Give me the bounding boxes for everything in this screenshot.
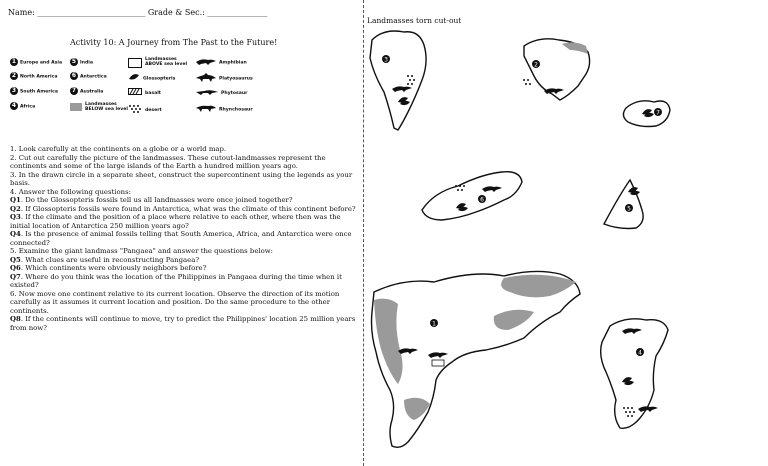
- dots-icon: [128, 104, 142, 115]
- legend-basalt: [128, 88, 161, 97]
- legend-land-below: [70, 102, 130, 112]
- legend-item-1: [10, 58, 62, 66]
- label-3: 3: [384, 56, 388, 64]
- legend-label: Glossopteris: [143, 76, 176, 82]
- number-badge-icon: 4: [11, 102, 17, 109]
- legend-label: Landmasses ABOVE sea level: [145, 57, 188, 67]
- landmass-australia[interactable]: [623, 101, 670, 127]
- legend-item-2: [10, 72, 57, 80]
- legend-label: Platyosaurus: [219, 76, 253, 82]
- landmass-europe-asia[interactable]: [372, 271, 581, 447]
- landmass-south-america[interactable]: [370, 31, 426, 130]
- legend-item-3: [10, 87, 58, 95]
- instruction-line: 1. Look carefully at the continents on a globe or a world map.: [10, 145, 227, 153]
- legend-item-4: [10, 102, 35, 110]
- legend-label: Australia: [80, 89, 104, 95]
- label-5: 5: [627, 205, 631, 213]
- question-q8: Q8. If the continents will continue to move, try to predict the Philippines' location 25 million years from now?: [10, 315, 356, 332]
- legend-label: Rhynchosaur: [219, 107, 253, 113]
- question-q7: Q7. Where do you think was the location of the Philippines in Pangaea during the time when it existed?: [10, 272, 342, 289]
- basalt-icon: [128, 88, 142, 97]
- legend-label: North America: [20, 74, 58, 80]
- question-q5: Q5. What clues are useful in reconstructing Pangaea?: [10, 255, 200, 264]
- leaf-icon: [128, 73, 140, 83]
- dots-icon: [523, 79, 531, 85]
- landmass-north-america[interactable]: [523, 39, 590, 100]
- number-badge-icon: 7: [71, 87, 77, 94]
- number-badge-icon: 5: [71, 58, 77, 65]
- legend-label: Landmasses BELOW sea level: [85, 102, 128, 112]
- legend-label: Antarctica: [80, 74, 107, 80]
- landmass-africa[interactable]: [601, 319, 668, 428]
- instructions: [10, 145, 356, 332]
- name-grade-line: Name: ___________________________ Grade & Sec.: _______________: [8, 8, 268, 17]
- land-below-swatch-icon: [70, 103, 82, 111]
- question-q4: Q4. Is the presence of animal fossils telling that South America, Africa, and Antarctica were once connected?: [10, 230, 352, 247]
- legend-rhynchosaur: [196, 104, 253, 114]
- legend-label: Amphibian: [219, 60, 247, 66]
- legend-label: Phytosaur: [221, 91, 248, 96]
- label-1: 1: [432, 320, 436, 328]
- basalt-icon: [432, 360, 444, 366]
- legend-platyosaurus: [196, 72, 253, 84]
- legend-label: desert: [145, 108, 162, 113]
- activity-title: Activity 10: A Journey from The Past to the Future!: [70, 38, 278, 47]
- label-4: 4: [638, 349, 642, 357]
- land-above-swatch-icon: [128, 58, 142, 68]
- number-badge-icon: 6: [71, 72, 77, 79]
- rhynchosaur-icon: [196, 104, 216, 114]
- landmass-cutouts: [364, 0, 768, 466]
- number-badge-icon: 3: [11, 87, 17, 94]
- phytosaur-icon: [196, 88, 218, 97]
- legend-land-above: [128, 57, 188, 68]
- label-6: 6: [480, 196, 484, 204]
- legend-item-7: [70, 87, 103, 95]
- instruction-line: 4. Answer the following questions:: [10, 187, 131, 196]
- label-7: 7: [656, 109, 660, 117]
- question-q6: Q6. Which continents were obviously neighbors before?: [10, 264, 207, 272]
- legend-label: India: [80, 60, 93, 66]
- number-badge-icon: 2: [11, 72, 17, 79]
- question-q1: Q1. Do the Glossopteris fossils tell us all landmasses were once joined together?: [10, 196, 293, 204]
- legend-label: Africa: [20, 104, 36, 110]
- legend-label: Europe and Asia: [20, 60, 63, 66]
- platyosaurus-icon: [196, 72, 216, 84]
- right-panel-title: Landmasses torn cut-out: [367, 16, 462, 25]
- amphibian-icon: [196, 57, 216, 67]
- landmass-antarctica[interactable]: [422, 172, 522, 220]
- instruction-line: 6. Now move one continent relative to its current location. Observe the direction of its motion carefully as it assumes it current location and position. Do the same procedure to the other continents.: [10, 289, 340, 315]
- legend-label: South America: [20, 89, 58, 95]
- legend-phytosaur: [196, 88, 247, 97]
- legend-item-6: [70, 72, 107, 80]
- landmass-india[interactable]: [604, 180, 643, 229]
- legend-glossopteris: [128, 73, 175, 83]
- label-2: 2: [534, 61, 538, 69]
- legend-label: basalt: [145, 91, 161, 96]
- legend-desert: [128, 104, 162, 115]
- legend-item-5: [70, 58, 93, 66]
- instruction-line: 3. In the drawn circle in a separate sheet, construct the supercontinent using the legends as your basis.: [10, 170, 353, 187]
- number-badge-icon: 1: [11, 58, 17, 65]
- question-q3: Q3. If the climate and the position of a place where relative to each other, where then was the initial location of Antarctica 250 million years ago?: [10, 213, 341, 230]
- legend-amphibian: [196, 57, 247, 67]
- instruction-line: 2. Cut out carefully the picture of the landmasses. These cutout-landmasses represent the continents and some of the large islands of the Earth a hundred million years ago.: [10, 153, 326, 170]
- question-q2: Q2. If Glossopteris fossils were found in Antarctica, what was the climate of this continent before?: [10, 204, 356, 213]
- instruction-line: 5. Examine the giant landmass "Pangaea" and answer the questions below:: [10, 247, 273, 255]
